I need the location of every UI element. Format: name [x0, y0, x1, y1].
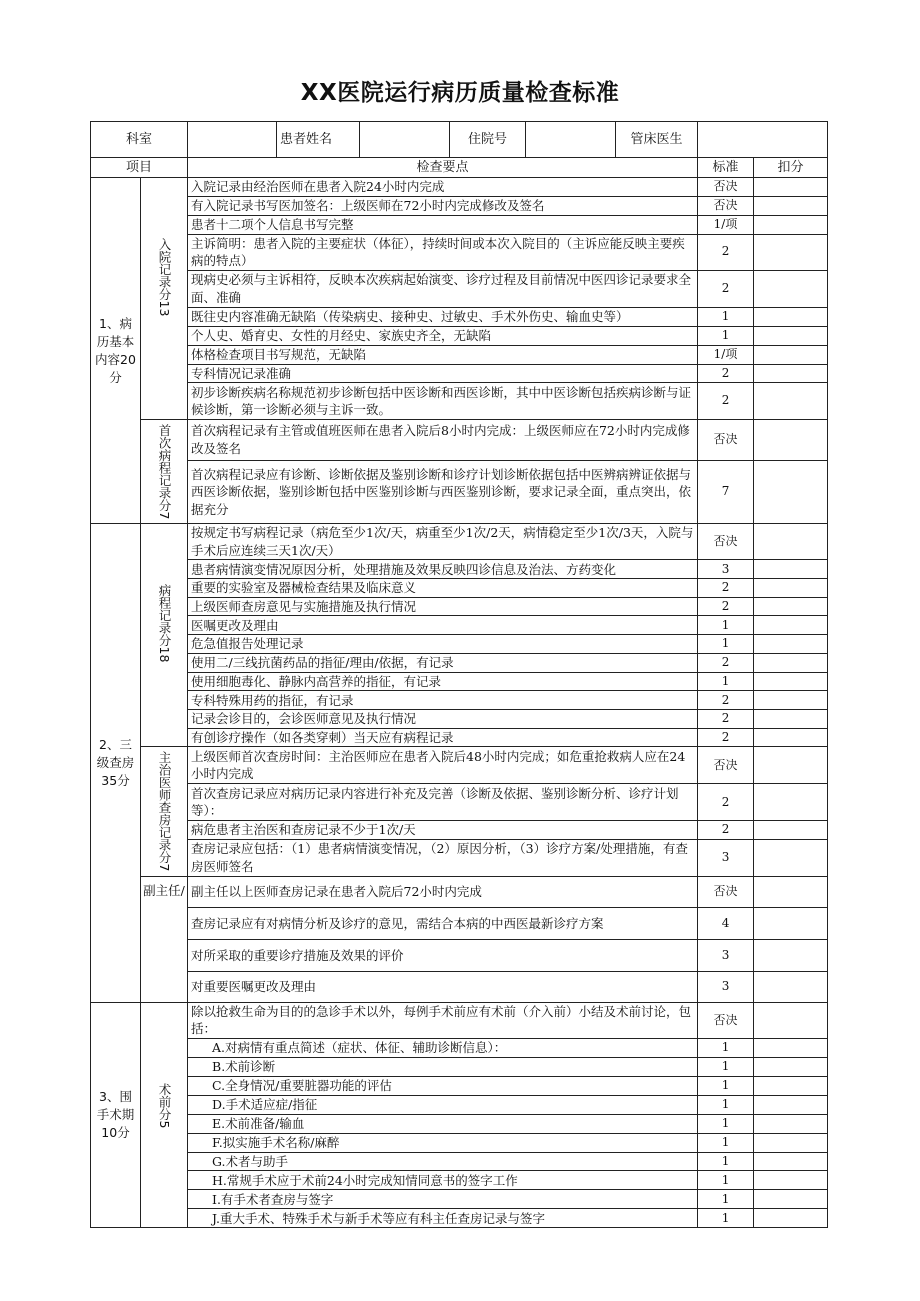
check-point: 个人史、婚育史、女性的月经史、家族史齐全，无缺陷	[188, 326, 698, 345]
standard-value: 7	[698, 460, 754, 524]
deduct-cell[interactable]	[754, 1152, 828, 1171]
doctor-value[interactable]	[698, 122, 828, 158]
header-row	[91, 122, 828, 158]
sub-chief	[141, 876, 188, 1002]
deduct-cell[interactable]	[754, 560, 828, 579]
deduct-cell[interactable]	[754, 839, 828, 876]
sub-attending	[141, 747, 188, 877]
standard-value: 4	[698, 907, 754, 939]
check-point: 记录会诊目的，会诊医师意见及执行情况	[188, 710, 698, 729]
deduct-cell[interactable]	[754, 178, 828, 197]
check-point: 首次病程记录应有诊断、诊断依据及鉴别诊断和诊疗计划诊断依据包括中医辨病辨证依据与西医诊断依据，鉴别诊断包括中医鉴别诊断与西医鉴别诊断，要求记录全面，重点突出，依据充分	[188, 460, 698, 524]
deduct-cell[interactable]	[754, 420, 828, 461]
doctor-label: 管床医生	[616, 122, 698, 158]
deduct-cell[interactable]	[754, 1133, 828, 1152]
check-point: 使用二/三线抗菌药品的指征/理由/依据，有记录	[188, 653, 698, 672]
column-header-row	[91, 158, 828, 178]
col-deduct: 扣分	[754, 158, 828, 178]
section-rounds: 2、三级查房35分	[91, 524, 141, 1003]
deduct-cell[interactable]	[754, 345, 828, 364]
deduct-cell[interactable]	[754, 524, 828, 560]
check-point: J.重大手术、特殊手术与新手术等应有科主任查房记录与签字	[188, 1209, 698, 1228]
check-point: B.术前诊断	[188, 1057, 698, 1076]
standard-value: 1	[698, 1038, 754, 1057]
check-point: 有入院记录书写医加签名：上级医师在72小时内完成修改及签名	[188, 197, 698, 216]
check-point: 副主任以上医师查房记录在患者入院后72小时内完成	[188, 876, 698, 907]
deduct-cell[interactable]	[754, 597, 828, 616]
deduct-cell[interactable]	[754, 939, 828, 971]
standard-value: 2	[698, 579, 754, 598]
check-point: 病危患者主治医和查房记录不少于1次/天	[188, 821, 698, 840]
check-point: 除以抢救生命为目的的急诊手术以外，每例手术前应有术前（介入前）小结及术前讨论，包括：	[188, 1002, 698, 1038]
sub-first-course-label: 首次病程记录分7	[157, 424, 172, 520]
standard-value: 否决	[698, 197, 754, 216]
check-point: 医嘱更改及理由	[188, 616, 698, 635]
check-point: 专科情况记录准确	[188, 364, 698, 383]
deduct-cell[interactable]	[754, 784, 828, 821]
standard-value: 2	[698, 270, 754, 307]
deduct-cell[interactable]	[754, 710, 828, 729]
check-point: C.全身情况/重要脏器功能的评估	[188, 1076, 698, 1095]
deduct-cell[interactable]	[754, 1095, 828, 1114]
deduct-cell[interactable]	[754, 653, 828, 672]
standard-value: 3	[698, 971, 754, 1002]
admission-no-label: 住院号	[450, 122, 526, 158]
deduct-cell[interactable]	[754, 197, 828, 216]
deduct-cell[interactable]	[754, 579, 828, 598]
dept-value[interactable]	[188, 122, 277, 158]
check-point: 重要的实验室及器械检查结果及临床意义	[188, 579, 698, 598]
deduct-cell[interactable]	[754, 307, 828, 326]
check-point: 患者病情演变情况原因分析，处理措施及效果反映四诊信息及治法、方药变化	[188, 560, 698, 579]
deduct-cell[interactable]	[754, 234, 828, 270]
sub-preop-label: 术前分5	[157, 1082, 172, 1129]
deduct-cell[interactable]	[754, 1076, 828, 1095]
standard-value: 否决	[698, 524, 754, 560]
check-point: 主诉简明：患者入院的主要症状（体征），持续时间或本次入院目的（主诉应能反映主要疾病的特点）	[188, 234, 698, 270]
deduct-cell[interactable]	[754, 691, 828, 710]
check-point: F.拟实施手术名称/麻醉	[188, 1133, 698, 1152]
standard-value: 1/项	[698, 215, 754, 234]
deduct-cell[interactable]	[754, 1190, 828, 1209]
deduct-cell[interactable]	[754, 270, 828, 307]
standard-value: 2	[698, 821, 754, 840]
deduct-cell[interactable]	[754, 971, 828, 1002]
patient-name-label: 患者姓名	[277, 122, 360, 158]
standard-value: 1/项	[698, 345, 754, 364]
section-basic: 1、病历基本内容20分	[91, 178, 141, 524]
check-point: 对重要医嘱更改及理由	[188, 971, 698, 1002]
standard-value: 2	[698, 597, 754, 616]
deduct-cell[interactable]	[754, 821, 828, 840]
check-point: A.对病情有重点简述（症状、体征、辅助诊断信息）：	[188, 1038, 698, 1057]
check-point: 患者十二项个人信息书写完整	[188, 215, 698, 234]
standard-value: 1	[698, 1171, 754, 1190]
standard-value: 1	[698, 1190, 754, 1209]
standard-value: 3	[698, 939, 754, 971]
standard-value: 2	[698, 234, 754, 270]
sub-admission	[141, 178, 188, 420]
deduct-cell[interactable]	[754, 460, 828, 524]
standard-value: 否决	[698, 1002, 754, 1038]
sub-course	[141, 524, 188, 747]
check-point: 首次病程记录有主管或值班医师在患者入院后8小时内完成：上级医师应在72小时内完成修改及签名	[188, 420, 698, 461]
col-item: 项目	[91, 158, 188, 178]
check-point: I.有手术者查房与签字	[188, 1190, 698, 1209]
check-point: 首次查房记录应对病历记录内容进行补充及完善（诊断及依据、鉴别诊断分析、诊疗计划等）：	[188, 784, 698, 821]
check-point: 按规定书写病程记录（病危至少1次/天，病重至少1次/2天，病情稳定至少1次/3天，入院与手术后应连续三天1次/天）	[188, 524, 698, 560]
standard-value: 2	[698, 710, 754, 729]
standard-value: 1	[698, 616, 754, 635]
standard-value: 1	[698, 635, 754, 654]
deduct-cell[interactable]	[754, 616, 828, 635]
standard-value: 否决	[698, 876, 754, 907]
inspection-table	[90, 121, 828, 1228]
dept-label: 科室	[91, 122, 188, 158]
patient-name-value[interactable]	[360, 122, 450, 158]
check-point: 入院记录由经治医师在患者入院24小时内完成	[188, 178, 698, 197]
section-perioperative: 3、围手术期10分	[91, 1002, 141, 1228]
deduct-cell[interactable]	[754, 876, 828, 907]
deduct-cell[interactable]	[754, 728, 828, 747]
check-point: 现病史必须与主诉相符，反映本次疾病起始演变、诊疗过程及目前情况中医四诊记录要求全面、准确	[188, 270, 698, 307]
standard-value: 2	[698, 364, 754, 383]
admission-no-value[interactable]	[526, 122, 616, 158]
check-point: 危急值报告处理记录	[188, 635, 698, 654]
standard-value: 3	[698, 560, 754, 579]
deduct-cell[interactable]	[754, 672, 828, 691]
check-point: 使用细胞毒化、静脉内高营养的指征，有记录	[188, 672, 698, 691]
check-point: 初步诊断疾病名称规范初步诊断包括中医诊断和西医诊断，其中中医诊断包括疾病诊断与证候诊断，第一诊断必须与主诉一致。	[188, 383, 698, 420]
deduct-cell[interactable]	[754, 326, 828, 345]
deduct-cell[interactable]	[754, 364, 828, 383]
standard-value: 2	[698, 691, 754, 710]
deduct-cell[interactable]	[754, 1171, 828, 1190]
sub-admission-label: 入院记录分13	[157, 238, 172, 317]
col-points: 检查要点	[188, 158, 698, 178]
deduct-cell[interactable]	[754, 747, 828, 784]
check-point: 查房记录应有对病情分析及诊疗的意见，需结合本病的中西医最新诊疗方案	[188, 907, 698, 939]
standard-value: 1	[698, 672, 754, 691]
check-point: 查房记录应包括：（1）患者病情演变情况，（2）原因分析，（3）诊疗方案/处理措施，有查房医师签名	[188, 839, 698, 876]
standard-value: 否决	[698, 178, 754, 197]
check-point: D.手术适应症/指征	[188, 1095, 698, 1114]
check-point: 体格检查项目书写规范，无缺陷	[188, 345, 698, 364]
check-point: 有创诊疗操作（如各类穿刺）当天应有病程记录	[188, 728, 698, 747]
check-point: 既往史内容准确无缺陷（传染病史、接种史、过敏史、手术外伤史、输血史等）	[188, 307, 698, 326]
sub-first-course	[141, 420, 188, 524]
deduct-cell[interactable]	[754, 635, 828, 654]
standard-value: 1	[698, 1095, 754, 1114]
check-point: 上级医师查房意见与实施措施及执行情况	[188, 597, 698, 616]
col-standard: 标准	[698, 158, 754, 178]
page-title: XX医院运行病历质量检查标准	[300, 80, 620, 106]
deduct-cell[interactable]	[754, 383, 828, 420]
deduct-cell[interactable]	[754, 1002, 828, 1038]
standard-value: 2	[698, 383, 754, 420]
standard-value: 1	[698, 1057, 754, 1076]
standard-value: 1	[698, 326, 754, 345]
deduct-cell[interactable]	[754, 215, 828, 234]
sub-attending-label: 主治医师查房记录分7	[157, 751, 172, 872]
standard-value: 1	[698, 1114, 754, 1133]
check-point: E.术前准备/输血	[188, 1114, 698, 1133]
standard-value: 2	[698, 653, 754, 672]
standard-value: 3	[698, 839, 754, 876]
standard-value: 否决	[698, 747, 754, 784]
sub-chief-label: 副主任/	[143, 882, 185, 898]
deduct-cell[interactable]	[754, 1057, 828, 1076]
standard-value: 2	[698, 728, 754, 747]
standard-value: 否决	[698, 420, 754, 461]
standard-value: 1	[698, 1076, 754, 1095]
deduct-cell[interactable]	[754, 1114, 828, 1133]
check-point: 上级医师首次查房时间：主治医师应在患者入院后48小时内完成；如危重抢救病人应在24小时内完成	[188, 747, 698, 784]
standard-value: 1	[698, 1209, 754, 1228]
check-point: H.常规手术应于术前24小时完成知情同意书的签字工作	[188, 1171, 698, 1190]
sub-preop	[141, 1002, 188, 1228]
standard-value: 2	[698, 784, 754, 821]
standard-value: 1	[698, 307, 754, 326]
check-point: 专科特殊用药的指征，有记录	[188, 691, 698, 710]
check-point: G.术者与助手	[188, 1152, 698, 1171]
standard-value: 1	[698, 1152, 754, 1171]
check-point: 对所采取的重要诊疗措施及效果的评价	[188, 939, 698, 971]
deduct-cell[interactable]	[754, 1209, 828, 1228]
sub-course-label: 病程记录分18	[157, 584, 172, 663]
standard-value: 1	[698, 1133, 754, 1152]
deduct-cell[interactable]	[754, 1038, 828, 1057]
deduct-cell[interactable]	[754, 907, 828, 939]
